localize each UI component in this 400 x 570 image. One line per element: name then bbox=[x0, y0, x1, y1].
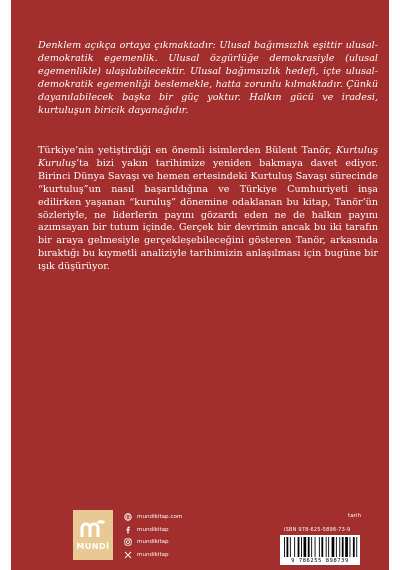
isbn-barcode bbox=[280, 535, 360, 565]
contact-facebook-label: mundikitap bbox=[137, 526, 169, 533]
facebook-icon bbox=[124, 526, 132, 534]
contact-website[interactable] bbox=[124, 511, 244, 524]
description-part-2: ’ta bizi yakın tarihimize yeniden bakmaya davet ediyor. Birinci Dünya Savaşı ve hemen ertesindeki Kurtuluş Savaşı sürecinde “kurtuluş”un nasıl başarıldığına ve Türkiye Cumhuriyeti inşa edilirken yaşanan “kuruluş” dönemine odaklanan bu kitap, Tanör’ün sözleriyle, ne liderlerin payını gözardı eden ne de halkın payını azımsayan bir tutum içinde. Gerçek bir devrimin ancak bu iki tarafın bir araya gelmesiyle gerçekleşebileceğini gösteren Tanör, arkasında bıraktığı bu kıymetli analiziyle tarihimizin anlaşılması için bugüne bir ışık düşürüyor. bbox=[38, 157, 378, 273]
isbn-text: ISBN 978-625-5898-73-9 bbox=[284, 527, 351, 533]
contact-x[interactable] bbox=[124, 549, 244, 562]
contact-x-label: mundikitap bbox=[137, 551, 169, 558]
instagram-icon bbox=[124, 538, 132, 546]
contact-facebook[interactable] bbox=[124, 524, 244, 537]
barcode-number: 9 786255 898739 bbox=[291, 558, 349, 564]
cover-quote: Denklem açıkça ortaya çıkmaktadır: Ulusal bağımsızlık eşittir ulusal-demokratik egemenlik. Ulusal özgürlüğe demokrasiyle (ulusal egemenlikle) ulaşılabilecektir. Ulusal bağımsızlık hedefi, içte ulusal-demokratik egemenliği beslemekle, hatta zorunlu kılmaktadır. Çünkü dayanılabilecek başka bir güç yoktur. Halkın gücü ve iradesi, kurtuluşun biricik dayanağıdır. bbox=[38, 40, 378, 116]
description-part-1: Türkiye’nin yetiştirdiği en önemli isimlerden Bülent Tanör, bbox=[38, 145, 337, 156]
mundi-logo-icon bbox=[80, 519, 106, 539]
globe-icon bbox=[124, 513, 132, 521]
publisher-logo bbox=[73, 510, 113, 560]
contact-instagram-label: mundikitap bbox=[137, 539, 169, 546]
book-title-italic: Kurtuluş Kuruluş bbox=[38, 145, 378, 169]
book-description bbox=[38, 145, 378, 274]
x-icon bbox=[124, 551, 132, 559]
barcode-bars bbox=[280, 535, 360, 558]
contact-website-label: mundikitap.com bbox=[137, 514, 183, 521]
contact-instagram[interactable] bbox=[124, 536, 244, 549]
category-label: tarih bbox=[348, 513, 362, 519]
back-cover bbox=[11, 0, 389, 570]
publisher-logo-text: MUNDİ bbox=[76, 542, 110, 551]
publisher-contacts bbox=[124, 511, 244, 561]
